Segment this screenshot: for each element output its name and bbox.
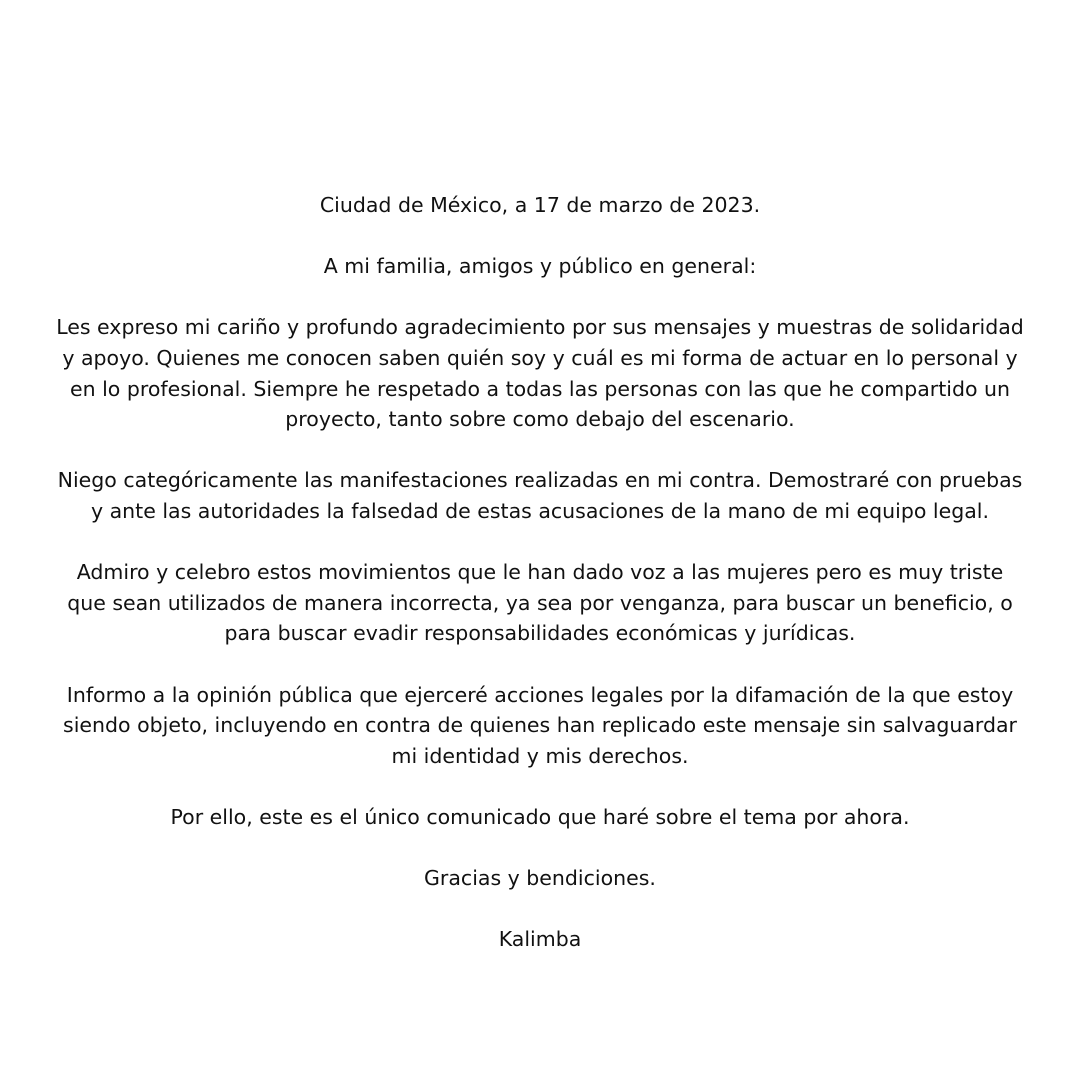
paragraph-denial [20, 465, 1060, 526]
paragraph-line: Niego categóricamente las manifestaciones realizadas en mi contra. Demostraré con pruebas [57, 468, 1023, 493]
paragraph-line: que sean utilizados de manera incorrecta, ya sea por venganza, para buscar un beneficio, o [67, 590, 1013, 615]
paragraph-line: en lo profesional. Siempre he respetado a todas las personas con las que he compartido un [69, 376, 1011, 401]
paragraph-line: siendo objeto, incluyendo en contra de quienes han replicado este mensaje sin salvaguardar [63, 713, 1017, 738]
statement-body [20, 190, 1060, 955]
paragraph-line: y ante las autoridades la falsedad de estas acusaciones de la mano de mi equipo legal. [90, 498, 990, 523]
paragraph-movements [20, 557, 1060, 649]
closing-note: Por ello, este es el único comunicado que haré sobre el tema por ahora. [170, 804, 910, 829]
paragraph-legal-action [20, 680, 1060, 772]
greeting: A mi familia, amigos y público en general: [323, 254, 757, 279]
paragraph-line: mi identidad y mis derechos. [391, 743, 689, 768]
place-date: Ciudad de México, a 17 de marzo de 2023. [319, 193, 761, 217]
paragraph-line: y apoyo. Quienes me conocen saben quién soy y cuál es mi forma de actuar en lo personal y [62, 345, 1018, 370]
farewell: Gracias y bendiciones. [424, 866, 656, 891]
paragraph-line: Admiro y celebro estos movimientos que le han dado voz a las mujeres pero es muy triste [76, 560, 1004, 585]
paragraph-gratitude [20, 312, 1060, 434]
signature: Kalimba [498, 927, 582, 952]
paragraph-line: proyecto, tanto sobre como debajo del escenario. [285, 407, 795, 432]
paragraph-line: Informo a la opinión pública que ejerceré acciones legales por la difamación de la que estoy [66, 682, 1014, 707]
paragraph-line: para buscar evadir responsabilidades económicas y jurídicas. [224, 621, 856, 646]
paragraph-line: Les expreso mi cariño y profundo agradecimiento por sus mensajes y muestras de solidaridad [56, 315, 1024, 340]
